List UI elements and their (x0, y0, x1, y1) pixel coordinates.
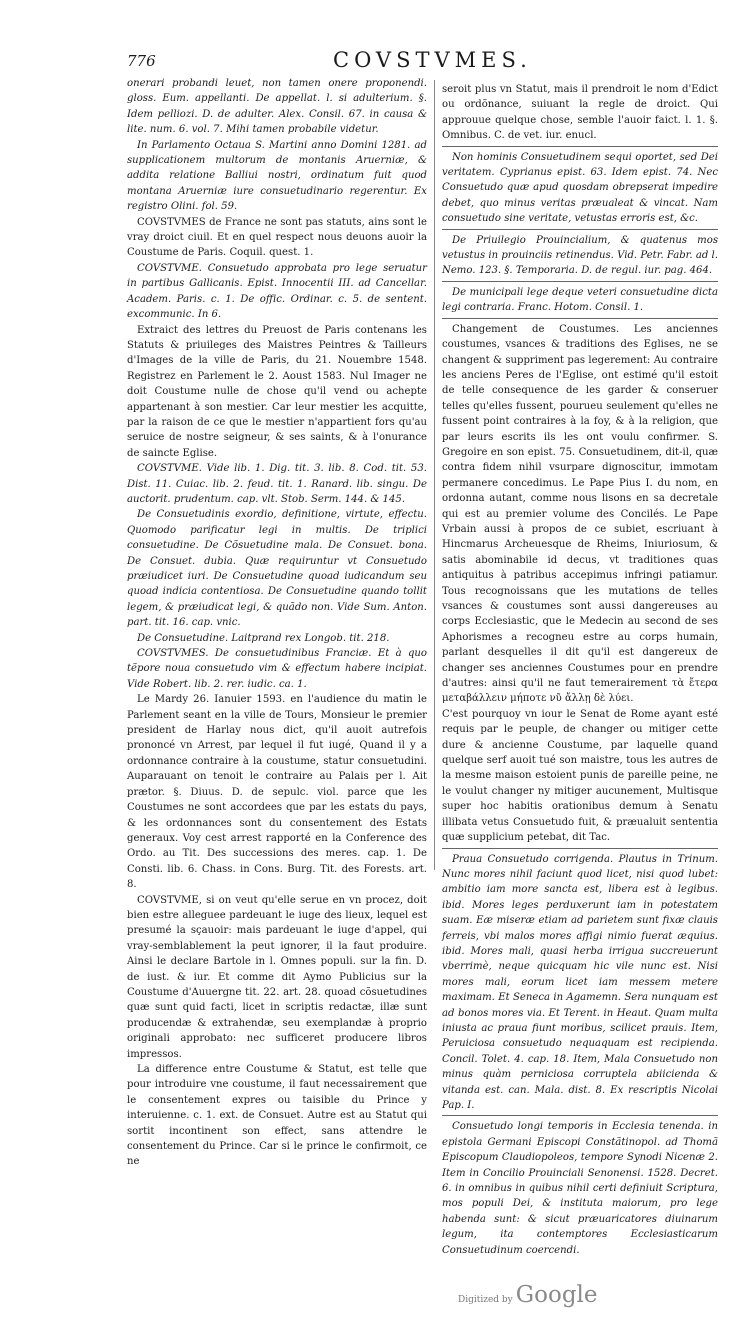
right-column-paragraph: Non hominis Consuetudinem sequi oportet, sed Dei veritatem. Cyprianus epist. 63. Idem epist. 74. Nec Consuetudo quæ apud quosdam obrepserat impedire debet, quo minus veritas præualeat & vincat. Nam consuetudo sine veritate, vetustas erroris est, &c. (442, 151, 718, 225)
right-column-paragraph: Praua Consuetudo corrigenda. Plautus in Trinum. Nunc mores nihil faciunt quod licet, nisi quod lubet: ambitio iam more sancta est, libera est à legibus. ibid. Mores leges perduxerunt iam in potestatem suam. Eæ miseræ etiam ad parietem sunt fixæ clauis ferreis, vbi malos mores affigi nimio fuerat æquius. ibid. Mores mali, quasi herba irrigua succreuerunt vberrimè, neque quicquam hic vile nunc est. Nisi mores mali, eorum licet iam messem metere maximam. Et Seneca in Agamemn. Sera nunquam est ad bonos mores via. Et Terent. in Heaut. Quam multa iniusta ac praua fiunt moribus, scilicet prauis. Item, Peruiciosa consuetudo nequaquam est recipienda. Concil. Tolet. 4. cap. 18. Item, Mala Consuetudo non minus quàm perniciosa corruptela abiicienda & vitanda est. can. Mala. dist. 8. Ex rescriptis Nicolai Pap. I. (442, 853, 718, 1111)
left-column-paragraph: COVSTVMES de France ne sont pas statuts, ains sont le vray droict ciuil. Et en quel respect nous deuons auoir la Coustume de Paris. Coquil. quest. 1. (127, 216, 427, 259)
running-title: COVSTVMES. (333, 48, 532, 72)
page-header (0, 48, 747, 78)
paragraph-separator (442, 1115, 718, 1116)
left-column-paragraph: Extraict des lettres du Preuost de Paris contenans les Statuts & priuileges des Maistres Peintres & Tailleurs d'Images de la ville de Paris, du 21. Nouembre 1548. Registrez en Parlement le 2. Aoust 1583. Nul Imager ne doit Coustume nulle de chose qu'il vend ou achepte appartenant à son mestier. Car leur mestier les acquitte, par la raison de ce que le mestier n'appartient fors qu'au seruice de nostre seigneur, & ses saints, & à l'onurance de saincte Eglise. (127, 324, 427, 459)
digitized-watermark (458, 1282, 598, 1308)
left-column-paragraph: COVSTVME. Consuetudo approbata pro lege seruatur in partibus Gallicanis. Epist. Innocentii III. ad Cancellar. Academ. Paris. c. 1. De offic. Ordinar. c. 5. de sentent. excommunic. In 6. (127, 262, 427, 321)
left-column-paragraph: De Consuetudinis exordio, definitione, virtute, effectu. Quomodo parificatur legi in multis. De triplici consuetudine. De Cõsuetudine mala. De Consuet. bona. De Consuet. dubia. Quæ requiruntur vt Consuetudo præiudicet iuri. De Consuetudine quoad iudicandum seu quoad indicia contentiosa. De Consuetudine quando tollit legem, & præiudicat legi, & quãdo non. Vide Sum. Anton. part. tit. 16. cap. vnic. (127, 509, 427, 629)
right-column-paragraph: De Priuilegio Prouincialium, & quatenus mos vetustus in prouinciis retinendus. Vid. Petr. Fabr. ad l. Nemo. 123. §. Temporaria. D. de regul. iur. pag. 464. (442, 234, 718, 277)
page-number: 776 (127, 52, 156, 70)
left-column-paragraph: De Consuetudine. Laitprand rex Longob. tit. 218. (137, 632, 390, 644)
paragraph-separator (442, 848, 718, 849)
left-column-paragraph: In Parlamento Octaua S. Martini anno Domini 1281. ad supplicationem multorum de montanis Aruerniæ, & addita relatione Balliui nostri, ordinatum fuit quod montana Aruerniæ iure consuetudinario regerentur. Ex registro Olini. fol. 59. (127, 139, 427, 213)
google-logo: Google (515, 1282, 598, 1308)
watermark-prefix: Digitized by (458, 1295, 513, 1305)
left-column (127, 76, 427, 1170)
left-column-paragraph: COVSTVME, si on veut qu'elle serue en vn procez, doit bien estre alleguee pardeuant le iuge des lieux, lequel est presumé la sçauoir: mais pardeuant le iuge d'appel, qui vray-semblablement la peut ignorer, il la faut produire. Ainsi le declare Bartole in l. Omnes populi. sur la fin. D. de iust. & iur. Et comme dit Aymo Publicius sur la Coustume d'Auuergne tit. 22. art. 28. quoad cõsuetudines quæ sunt quid facti, licet in scriptis redactæ, illæ sunt producendæ & extrahendæ, seu exemplandæ à proprio originali approbato: nec sufficeret producere libros impressos. (127, 894, 427, 1060)
left-column-paragraph: COVSTVME. Vide lib. 1. Dig. tit. 3. lib. 8. Cod. tit. 53. Dist. 11. Cuiac. lib. 2. feud. tit. 1. Ranard. lib. singu. De auctorit. prudentum. cap. vlt. Stob. Serm. 144. & 145. (127, 463, 427, 505)
right-column-paragraph: Changement de Coustumes. Les anciennes coustumes, vsances & traditions des Eglises, ne se changent & suppriment pas legerement: Au contraire les anciens Peres de l'Eglise, ont estimé qu'il estoit de telle consequence de les garder & conseruer telles qu'elles fussent, pourueu seulement qu'elles ne fussent point contraires à la foy, & à la religion, que par leurs escrits ils les ont voulu confirmer. S. Gregoire en son epist. 75. Consuetudinem, dit-il, quæ contra fidem nihil vsurpare dignoscitur, immotam permanere concedimus. Le Pape Pius I. du nom, en ordonna autant, comme nous lisons en sa decretale qui est au premier volume des Concilés. Le Pape Vrbain aussi à propos de ce subiet, escriuant à Hincmarus Archeuesque de Rheims, Iniuriosum, & satis abominabile id decus, vt traditiones quas antiquitus à patribus accepimus infringi patiamur. Tous recognoissans que les mutations de telles vsances & coustumes sont aussi dangereuses au corps Ecclesiastic, que le Medecin au second de ses Aphorismes a recogneu estre au corps humain, parlant desquelles il dit qu'il est dangereux de changer ses anciennes Coustumes pour en prendre d'autres: ainsi qu'il ne faut temerairement τὰ ἔτερα μεταβάλλειν μήποτε νῦ ἄλλῃ δὲ λύει. (442, 323, 718, 705)
right-column-paragraph: seroit plus vn Statut, mais il prendroit le nom d'Edict ou ordõnance, suiuant la regle de droict. Qui approuue quelque chose, semble l'auoir faict. l. 1. §. Omnibus. C. de vet. iur. enucl. (442, 84, 718, 142)
right-column-paragraph: Consuetudo longi temporis in Ecclesia tenenda. in epistola Germani Episcopi Constãtinopol. ad Thomã Episcopum Claudiopoleos, tempore Synodi Nicenæ 2. Item in Concilio Prouinciali Senonensi. 1528. Decret. 6. in omnibus in quibus nihil certi definiuit Scriptura, mos populi Dei, & instituta maiorum, pro lege habenda sunt: & sicut præuaricatores diuinarum legum, ita contemptores Ecclesiasticarum Consuetudinum coercendi. (442, 1121, 718, 1256)
column-divider (434, 80, 435, 870)
paragraph-separator (442, 229, 718, 230)
paragraph-separator (442, 318, 718, 319)
left-column-paragraph: onerari probandi leuet, non tamen onere proponendi. gloss. Eum. appellanti. De appellat. l. si adulterium. §. Idem pelliozi. D. de adulter. Alex. Consil. 67. in causa & lite. num. 6. vol. 7. Mihi tamen probabile videtur. (127, 78, 427, 136)
left-column-paragraph: Le Mardy 26. Ianuier 1593. en l'audience du matin le Parlement seant en la ville de Tours, Monsieur le premier president de Harlay nous dict, qu'il auoit autrefois prononcé vn Arrest, par lequel il fut iugé, Quand il y a ordonnance contraire à la coustume, statur consuetudini. Auparauant on tenoit le contraire au Palais per l. Ait prætor. §. Diuus. D. de sepulc. viol. parce que les Coustumes ne sont accordees que par les estats du pays, & les ordonnances sont du consentement des Estats generaux. Voy cest arrest rapporté en la Conference des Ordo. au Tit. Des successions des meres. cap. 1. De Consti. lib. 6. Chass. in Cons. Burg. Tit. des Forests. art. 8. (127, 694, 427, 891)
left-column-paragraph: La difference entre Coustume & Statut, est telle que pour introduire vne coustume, il faut necessairement que le consentement expres ou taisible du Prince y interuienne. c. 1. ext. de Consuet. Autre est au Statut qui sortit incontinent son effect, sans attendre le consentement du Prince. Car si le prince le confirmoit, ce ne (127, 1064, 427, 1168)
right-column (442, 82, 718, 1258)
left-column-paragraph: COVSTVMES. De consuetudinibus Franciæ. Et à quo tẽpore noua consuetudo vim & effectum habere incipiat. Vide Robert. lib. 2. rer. iudic. ca. 1. (127, 648, 427, 690)
right-column-paragraph: De municipali lege deque veteri consuetudine dicta legi contraria. Franc. Hotom. Consil. 1. (442, 286, 718, 314)
paragraph-separator (442, 146, 718, 147)
right-column-paragraph: C'est pourquoy vn iour le Senat de Rome ayant esté requis par le peuple, de changer ou mitiger cette dure & ancienne Coustume, par laquelle quand quelque serf auoit tué son maistre, tous les autres de la mesme maison estoient punis de pareille peine, ne le voulut changer ny mitiger aucunement, Multisque super hoc habitis orationibus demum à Senatu illibata vetus Consuetudo fuit, & præualuit sententia quæ supplicium petebat, dit Tac. (442, 708, 718, 844)
paragraph-separator (442, 281, 718, 282)
